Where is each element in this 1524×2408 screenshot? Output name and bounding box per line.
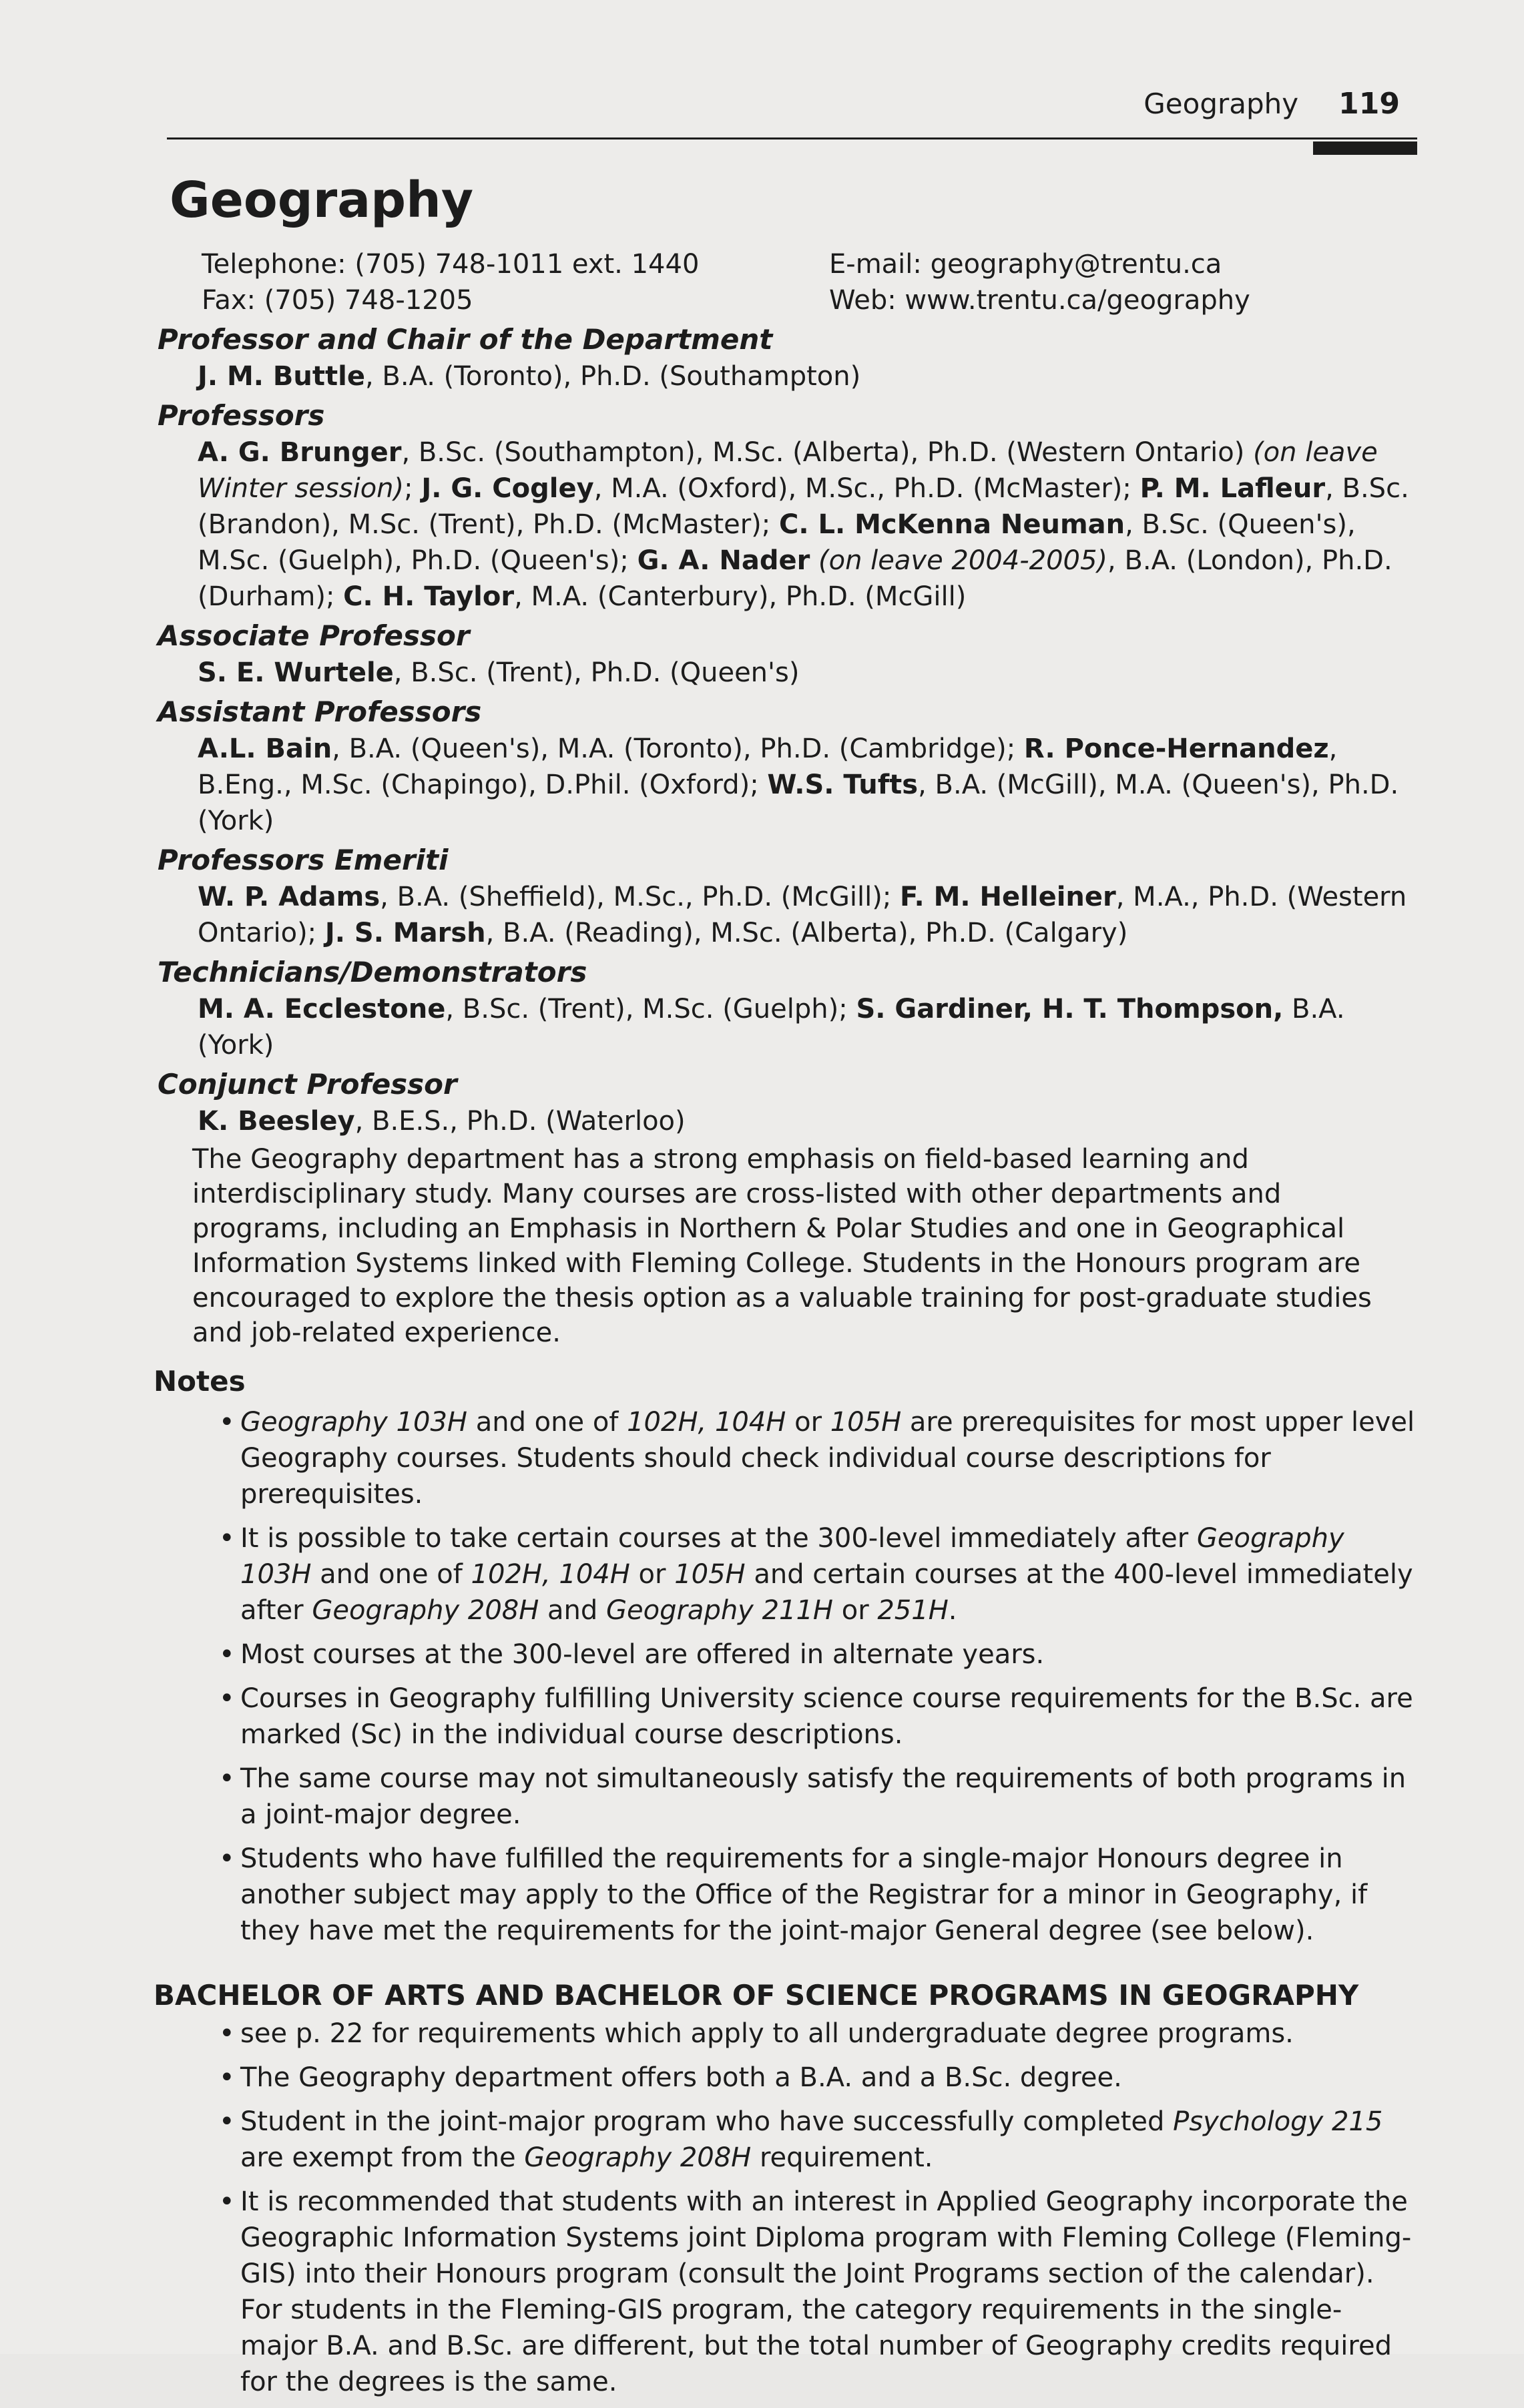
emeriti-list xyxy=(198,879,1419,951)
faculty-name: G. A. Nader xyxy=(637,545,810,577)
text-run: The Geography department offers both a B.A. and a B.Sc. degree. xyxy=(240,2062,1122,2094)
faculty-member: P. M. Lafleur, B.Sc. (Brandon), M.Sc. (Trent), Ph.D. (McMaster); xyxy=(198,473,1409,541)
text-run: Student in the joint-major program who have successfully completed xyxy=(240,2106,1174,2138)
faculty-name: J. G. Cogley xyxy=(421,473,594,505)
faculty-name: F. M. Helleiner xyxy=(900,882,1116,913)
text-run: Courses in Geography fulfilling University science course requirements for the B.Sc. are marked (Sc) in the individual course descriptions. xyxy=(240,1683,1413,1751)
text-run: are prerequisites for most upper level Geography courses. Students should check individual course descriptions for prerequisites. xyxy=(240,1407,1415,1510)
course-name: 105H xyxy=(674,1559,746,1590)
text-run: and one of xyxy=(311,1559,471,1590)
faculty-member: M. A. Ecclestone, B.Sc. (Trent), M.Sc. (Guelph); xyxy=(198,994,856,1025)
faculty-name: A. G. Brunger xyxy=(198,437,402,469)
text-run: or xyxy=(833,1595,878,1626)
text-run: Most courses at the 300-level are offered in alternate years. xyxy=(240,1639,1045,1671)
faculty-credentials: , B.A. (Toronto), Ph.D. (Southampton) xyxy=(364,361,861,392)
faculty-name: W. P. Adams xyxy=(198,882,380,913)
header-rule xyxy=(167,137,1417,139)
text-run: or xyxy=(786,1407,830,1438)
faculty-name: C. L. McKenna Neuman xyxy=(779,509,1125,541)
faculty-member xyxy=(198,361,860,392)
text-run: see p. 22 for requirements which apply to all undergraduate degree programs. xyxy=(240,2018,1294,2050)
department-intro: The Geography department has a strong emphasis on field-based learning and interdisciplinary study. Many courses are cross-listed with other departments and programs, including an Emphasis in Northern & Polar Studies and one in Geographical Information Systems linked with Fleming College. Students in the Honours program are encouraged to explore the thesis option as a valuable training for post-graduate studies and job-related experience. xyxy=(192,1144,1372,1349)
faculty-leave-note: (on leave Winter session) xyxy=(198,437,1378,505)
faculty-name: R. Ponce-Hernandez xyxy=(1023,733,1329,765)
faculty-credentials: , B.Sc. (Queen's), M.Sc. (Guelph), Ph.D. (Queen's) xyxy=(198,509,1356,577)
faculty-credentials: , B.A. (Reading), M.Sc. (Alberta), Ph.D. (Calgary) xyxy=(485,918,1128,949)
list-item xyxy=(222,1681,1415,1753)
faculty-credentials: , B.Sc. (Trent), Ph.D. (Queen's) xyxy=(393,657,800,689)
faculty-credentials: , B.A. (Sheffield), M.Sc., Ph.D. (McGill) xyxy=(380,882,882,913)
faculty-credentials: , M.A. (Canterbury), Ph.D. (McGill) xyxy=(514,581,967,613)
list-item xyxy=(222,1520,1415,1628)
faculty-credentials: , B.E.S., Ph.D. (Waterloo) xyxy=(354,1106,686,1137)
faculty-member: F. M. Helleiner, M.A., Ph.D. (Western Ontario); xyxy=(198,882,1407,949)
chair-list xyxy=(198,358,1419,394)
text-run: The same course may not simultaneously satisfy the requirements of both programs in a joint-major degree. xyxy=(240,1763,1407,1831)
course-name: Geography 208H xyxy=(312,1595,539,1626)
notes-list xyxy=(158,1404,1419,1949)
conjunct-heading: Conjunct Professor xyxy=(158,1068,457,1101)
course-name: 251H xyxy=(877,1595,949,1626)
faculty-credentials: , B.Sc. (Brandon), M.Sc. (Trent), Ph.D. (McMaster) xyxy=(198,473,1409,541)
list-item xyxy=(222,2184,1415,2400)
faculty-credentials: , M.A. (Oxford), M.Sc., Ph.D. (McMaster) xyxy=(593,473,1123,505)
text-run: are exempt from the xyxy=(240,2142,525,2174)
page-content xyxy=(154,172,1419,2408)
professors-list xyxy=(198,434,1419,615)
faculty-credentials: , M.A., Ph.D. (Western Ontario) xyxy=(198,882,1407,949)
course-name: 102H, 104H xyxy=(627,1407,786,1438)
faculty-credentials: , B.Sc. (Trent), M.Sc. (Guelph) xyxy=(445,994,839,1025)
conjunct-list xyxy=(198,1103,1419,1139)
faculty-member: G. A. Nader (on leave 2004-2005), B.A. (London), Ph.D. (Durham); xyxy=(198,545,1392,613)
emeriti-heading: Professors Emeriti xyxy=(158,844,449,877)
course-name: Geography 103H xyxy=(240,1523,1344,1590)
faculty-name: P. M. Lafleur xyxy=(1139,473,1326,505)
running-head xyxy=(1144,87,1400,121)
web-address: Web: www.trentu.ca/geography xyxy=(829,285,1250,316)
faculty-name: J. S. Marsh xyxy=(324,918,486,949)
course-name: Geography 208H xyxy=(524,2142,752,2174)
faculty-credentials: , B.A. (McGill), M.A. (Queen's), Ph.D. (York) xyxy=(198,770,1399,837)
list-item xyxy=(222,2016,1415,2052)
course-name: Psychology 215 xyxy=(1173,2106,1383,2138)
program-list xyxy=(158,2016,1419,2400)
running-head-section: Geography xyxy=(1144,87,1299,120)
text-run: . xyxy=(948,1595,957,1626)
notes-heading: Notes xyxy=(154,1365,246,1398)
faculty-name: S. Gardiner, H. T. Thompson, xyxy=(856,994,1284,1025)
faculty-member xyxy=(343,581,966,612)
faculty-credentials: B.A. (York) xyxy=(198,994,1345,1061)
assistant-list xyxy=(198,731,1419,839)
header-rule-block xyxy=(1313,141,1417,155)
faculty-member: J. G. Cogley, M.A. (Oxford), M.Sc., Ph.D. (McMaster); xyxy=(421,473,1140,505)
faculty-name: J. M. Buttle xyxy=(198,361,365,392)
faculty-name: C. H. Taylor xyxy=(343,581,515,613)
list-item xyxy=(222,1636,1415,1673)
faculty-name: A.L. Bain xyxy=(198,733,332,765)
faculty-member: R. Ponce-Hernandez, B.Eng., M.Sc. (Chapingo), D.Phil. (Oxford); xyxy=(198,733,1338,801)
faculty-credentials xyxy=(810,545,818,576)
faculty-name: W.S. Tufts xyxy=(767,770,919,801)
email: E-mail: geography@trentu.ca xyxy=(829,249,1222,280)
course-name: 102H, 104H xyxy=(471,1559,630,1590)
course-name: Geography 103H xyxy=(240,1407,467,1438)
faculty-leave-note: (on leave 2004-2005) xyxy=(818,545,1108,577)
fax: Fax: (705) 748-1205 xyxy=(202,285,473,316)
course-name: Geography 211H xyxy=(606,1595,833,1626)
list-item xyxy=(222,2060,1415,2096)
text-run: It is recommended that students with an interest in Applied Geography incorporate the Geographic Information Systems joint Diploma program with Fleming College (Fleming-GIS) into their Honours program (consult the Joint Programs section of the calendar). For students in the Fleming-GIS program, the category requirements in the single-major B.A. and B.Sc. are different, but the total number of Geography credits required for the degrees is the same. xyxy=(240,2186,1412,2398)
telephone: Telephone: (705) 748-1011 ext. 1440 xyxy=(202,249,700,280)
technicians-list xyxy=(198,991,1419,1063)
faculty-credentials: , B.A. (London), Ph.D. (Durham) xyxy=(198,545,1392,613)
faculty-credentials: , B.A. (Queen's), M.A. (Toronto), Ph.D. (Cambridge) xyxy=(332,733,1007,765)
list-item xyxy=(222,1404,1415,1512)
text-run: and xyxy=(539,1595,607,1626)
list-item xyxy=(222,2104,1415,2176)
text-run: and one of xyxy=(467,1407,627,1438)
faculty-member: W. P. Adams, B.A. (Sheffield), M.Sc., Ph.D. (McGill); xyxy=(198,882,901,913)
faculty-member: A. G. Brunger, B.Sc. (Southampton), M.Sc. (Alberta), Ph.D. (Western Ontario) (on leave Winter session); xyxy=(198,437,1378,505)
text-run: requirement. xyxy=(751,2142,933,2174)
text-run: or xyxy=(629,1559,675,1590)
text-run: Students who have fulfilled the requirements for a single-major Honours degree in another subject may apply to the Office of the Registrar for a minor in Geography, if they have met the requirements for the joint-major General degree (see below). xyxy=(240,1843,1368,1947)
page-title: Geography xyxy=(170,172,474,229)
professors-heading: Professors xyxy=(158,399,325,432)
faculty-credentials: , B.Eng., M.Sc. (Chapingo), D.Phil. (Oxford) xyxy=(198,733,1338,801)
faculty-member xyxy=(325,918,1127,948)
text-run: It is possible to take certain courses at the 300-level immediately after xyxy=(240,1523,1197,1554)
text-run: and certain courses at the 400-level immediately after xyxy=(240,1559,1413,1626)
faculty-name: S. E. Wurtele xyxy=(198,657,394,689)
technicians-heading: Technicians/Demonstrators xyxy=(158,956,587,989)
faculty-name: M. A. Ecclestone xyxy=(198,994,446,1025)
associate-heading: Associate Professor xyxy=(158,619,470,653)
faculty-member: A.L. Bain, B.A. (Queen's), M.A. (Toronto), Ph.D. (Cambridge); xyxy=(198,733,1024,765)
course-name: 105H xyxy=(830,1407,902,1438)
page-number: 119 xyxy=(1338,87,1400,121)
program-heading: BACHELOR OF ARTS AND BACHELOR OF SCIENCE PROGRAMS IN GEOGRAPHY xyxy=(154,1979,1359,2012)
faculty-credentials: , B.Sc. (Southampton), M.Sc. (Alberta), Ph.D. (Western Ontario) xyxy=(401,437,1254,469)
faculty-member: C. L. McKenna Neuman, B.Sc. (Queen's), M.Sc. (Guelph), Ph.D. (Queen's); xyxy=(198,509,1356,577)
contact-info xyxy=(202,246,1419,318)
associate-list xyxy=(198,655,1419,691)
chair-heading: Professor and Chair of the Department xyxy=(158,323,773,356)
list-item xyxy=(222,1761,1415,1833)
list-item xyxy=(222,1841,1415,1949)
faculty-member xyxy=(198,1106,686,1137)
faculty-name: K. Beesley xyxy=(198,1106,355,1137)
faculty-member xyxy=(198,657,799,688)
assistant-heading: Assistant Professors xyxy=(158,695,482,729)
